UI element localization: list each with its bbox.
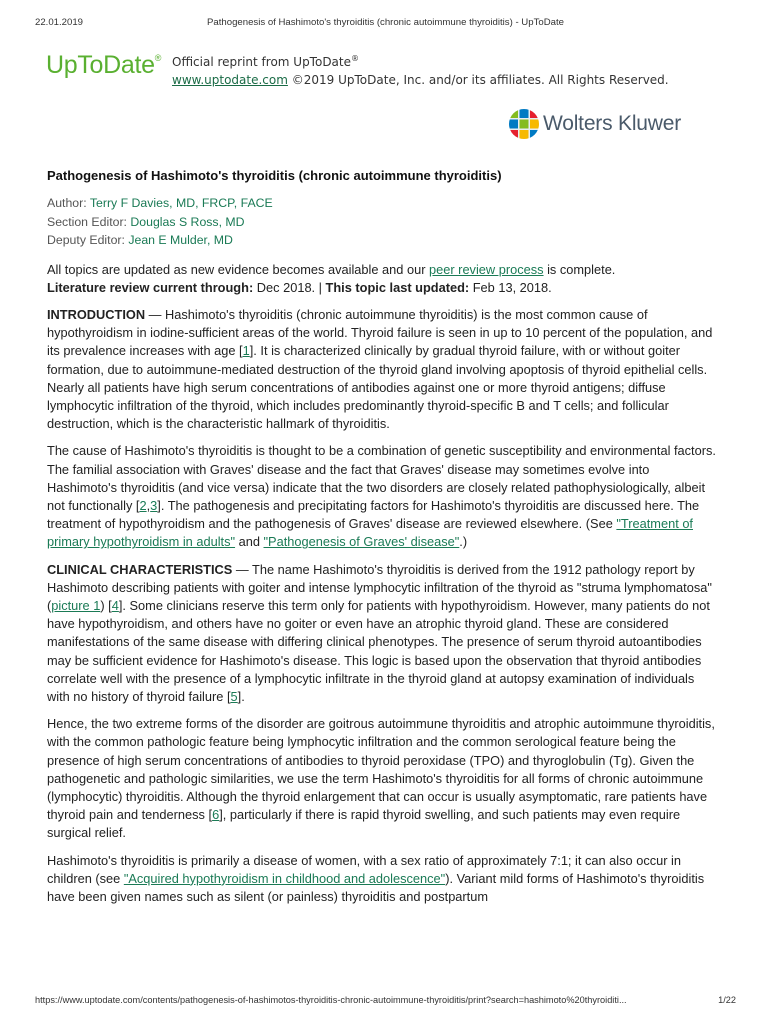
reprint-line: Official reprint from UpToDate (172, 55, 351, 69)
reference-link[interactable]: 6 (212, 807, 220, 823)
print-date: 22.01.2019 (35, 17, 84, 28)
clinical-text: ]. (237, 688, 245, 704)
women-text: Hashimoto's thyroiditis is primarily a disease of women, with a sex ratio of approximately 7:1; it can also occur in children (see (47, 852, 682, 886)
updated-value: Feb 13, 2018. (469, 279, 552, 295)
review-value: Dec 2018. | (253, 279, 326, 295)
author-link[interactable]: Terry F Davies, MD, FRCP, FACE (89, 196, 273, 210)
print-page-title: Pathogenesis of Hashimoto's thyroiditis (chronic autoimmune thyroiditis) - UpToDate (207, 17, 564, 28)
reference-link[interactable]: 2 (139, 497, 147, 513)
logo-mark: ® (154, 53, 162, 63)
author-label: Author: (47, 196, 87, 210)
cause-text: ]. The pathogenesis and precipitating factors for Hashimoto's thyroiditis are discussed here. The treatment of hypothyroidism and the pathogenesis of Graves' disease are reviewed elsewhere. (See (47, 497, 700, 532)
deputy-editor-link[interactable]: Jean E Mulder, MD (128, 233, 233, 247)
clinical-text: ) [ (100, 597, 112, 613)
clinical-characteristics-paragraph (47, 561, 719, 707)
topic-title: Pathogenesis of Hashimoto's thyroiditis (chronic autoimmune thyroiditis) (47, 168, 502, 183)
site-link[interactable]: www.uptodate.com (172, 73, 288, 87)
copyright: ©2019 UpToDate, Inc. and/or its affiliates. All Rights Reserved. (291, 73, 669, 87)
cause-text: .) (459, 534, 468, 550)
topic-link-pathogenesis-graves[interactable]: "Pathogenesis of Graves' disease" (263, 534, 460, 550)
uptodate-logo[interactable] (46, 51, 161, 80)
clinical-text: ]. Some clinicians reserve this term only for patients with hypothyroidism. However, many patients do not have hypothyroidism, and others have no goiter or even have an atrophic thyroid gland. These are considered manifestations of the same disease with differing clinical phenotypes. The presence of serum thyroid autoantibodies may be sufficient evidence for Hashimoto's disease. This logic is based upon the observation that thyroid antibodies correlate well with the presence of a lymphocytic infiltrate in the thyroid gland at autopsy examination of individuals with no history of thyroid failure [ (47, 597, 710, 704)
update-notice-text: All topics are updated as new evidence becomes available and our (47, 261, 430, 277)
print-footer (35, 995, 736, 1009)
publisher-name: Wolters Kluwer (543, 112, 682, 135)
wolters-kluwer-globe-icon (508, 108, 540, 140)
deputy-editor-label: Deputy Editor: (47, 233, 125, 247)
section-editor-link[interactable]: Douglas S Ross, MD (130, 214, 245, 229)
reference-link[interactable]: 5 (230, 688, 238, 704)
introduction-heading: INTRODUCTION (47, 306, 146, 322)
cause-text: and (235, 534, 264, 550)
reprint-notice (172, 50, 669, 89)
forms-text: ], particularly if there is rapid thyroid swelling, and such patients may even require surgical relief. (47, 807, 681, 841)
topic-link-acquired-hypothyroidism[interactable]: "Acquired hypothyroidism in childhood and adolescence" (123, 870, 446, 886)
author-row (47, 194, 719, 213)
print-header (35, 17, 736, 31)
clinical-characteristics-heading: CLINICAL CHARACTERISTICS (47, 561, 233, 577)
reprint-mark: ® (351, 54, 359, 63)
print-url: https://www.uptodate.com/contents/pathogenesis-of-hashimotos-thyroiditis-chronic-autoimmune-thyroiditis/print?search=hashimoto%20thyroiditi... (35, 995, 627, 1005)
review-label: Literature review current through: (47, 279, 254, 295)
deputy-editor-row (47, 231, 719, 250)
forms-text: Hence, the two extreme forms of the disorder are goitrous autoimmune thyroiditis and atrophic autoimmune thyroiditis, with the common pathologic feature being lymphocytic infiltration and the common serological feature being the presence of high serum concentrations of antibodies to thyroid peroxidase (TPO) and thyroglobulin (Tg). Given the pathogenetic and pathologic similarities, we use the term Hashimoto's thyroiditis for all forms of chronic autoimmune (lymphocytic) thyroiditis. Although the thyroid enlargement that can occur is usually asymptomatic, rare patients have thyroid pain and tenderness [ (47, 716, 715, 823)
reference-link[interactable]: 1 (242, 343, 250, 359)
section-editor-label: Section Editor: (47, 214, 127, 229)
updated-label: This topic last updated: (325, 279, 470, 295)
logo-text: UpToDate (46, 51, 155, 79)
contributors (47, 194, 719, 250)
wolters-kluwer-logo (508, 108, 681, 140)
introduction-paragraph (47, 306, 719, 433)
reference-separator: , (146, 497, 151, 513)
intro-text: ]. It is characterized clinically by gradual thyroid failure, with or without goiter formation, due to autoimmune-mediated destruction of the thyroid gland involving apoptosis of thyroid epithelial cells. Nearly all patients have high serum concentrations of antibodies against one or more thyroid antigens; diffuse lymphocytic infiltration of the thyroid, which includes predominantly thyroid-specific B and T cells; and follicular destruction, which is the characteristic hallmark of thyroiditis. (47, 343, 708, 432)
women-paragraph (47, 852, 719, 907)
intro-text: — Hashimoto's thyroiditis (chronic autoimmune thyroiditis) is the most common cause of hypothyroidism in iodine-sufficient areas of the world. Thyroid failure is seen in up to 10 percent of the population, and its prevalence increases with age [ (47, 306, 713, 359)
cause-text: The cause of Hashimoto's thyroiditis is thought to be a combination of genetic susceptibility and environmental factors. The familial association with Graves' disease and the fact that Graves' disease may sometimes evolve into Hashimoto's thyroiditis (and vice versa) indicate that the two disorders are closely related pathophysiologically, albeit not functionally [ (47, 443, 716, 513)
page-number: 1/22 (718, 995, 736, 1005)
picture-link[interactable]: picture 1 (51, 597, 101, 613)
topic-link-treatment-hypothyroidism[interactable]: "Treatment of primary hypothyroidism in adults" (47, 516, 693, 550)
forms-paragraph (47, 715, 719, 842)
update-notice-end: is complete. (543, 261, 616, 277)
clinical-text: — The name Hashimoto's thyroiditis is derived from the 1912 pathology report by Hashimoto describing patients with goiter and intense lymphocytic infiltration of the thyroid as "struma lymphomatosa" ( (47, 561, 712, 613)
cause-paragraph (47, 442, 719, 551)
section-editor-row (47, 213, 719, 232)
women-text: ). Variant mild forms of Hashimoto's thyroiditis have been given names such as silent (or painless) thyroiditis and postpartum (47, 870, 705, 904)
peer-review-link[interactable]: peer review process (429, 261, 544, 277)
article (47, 166, 719, 906)
reference-link[interactable]: 3 (150, 497, 158, 513)
update-notice (47, 261, 719, 297)
reference-link[interactable]: 4 (111, 597, 119, 613)
